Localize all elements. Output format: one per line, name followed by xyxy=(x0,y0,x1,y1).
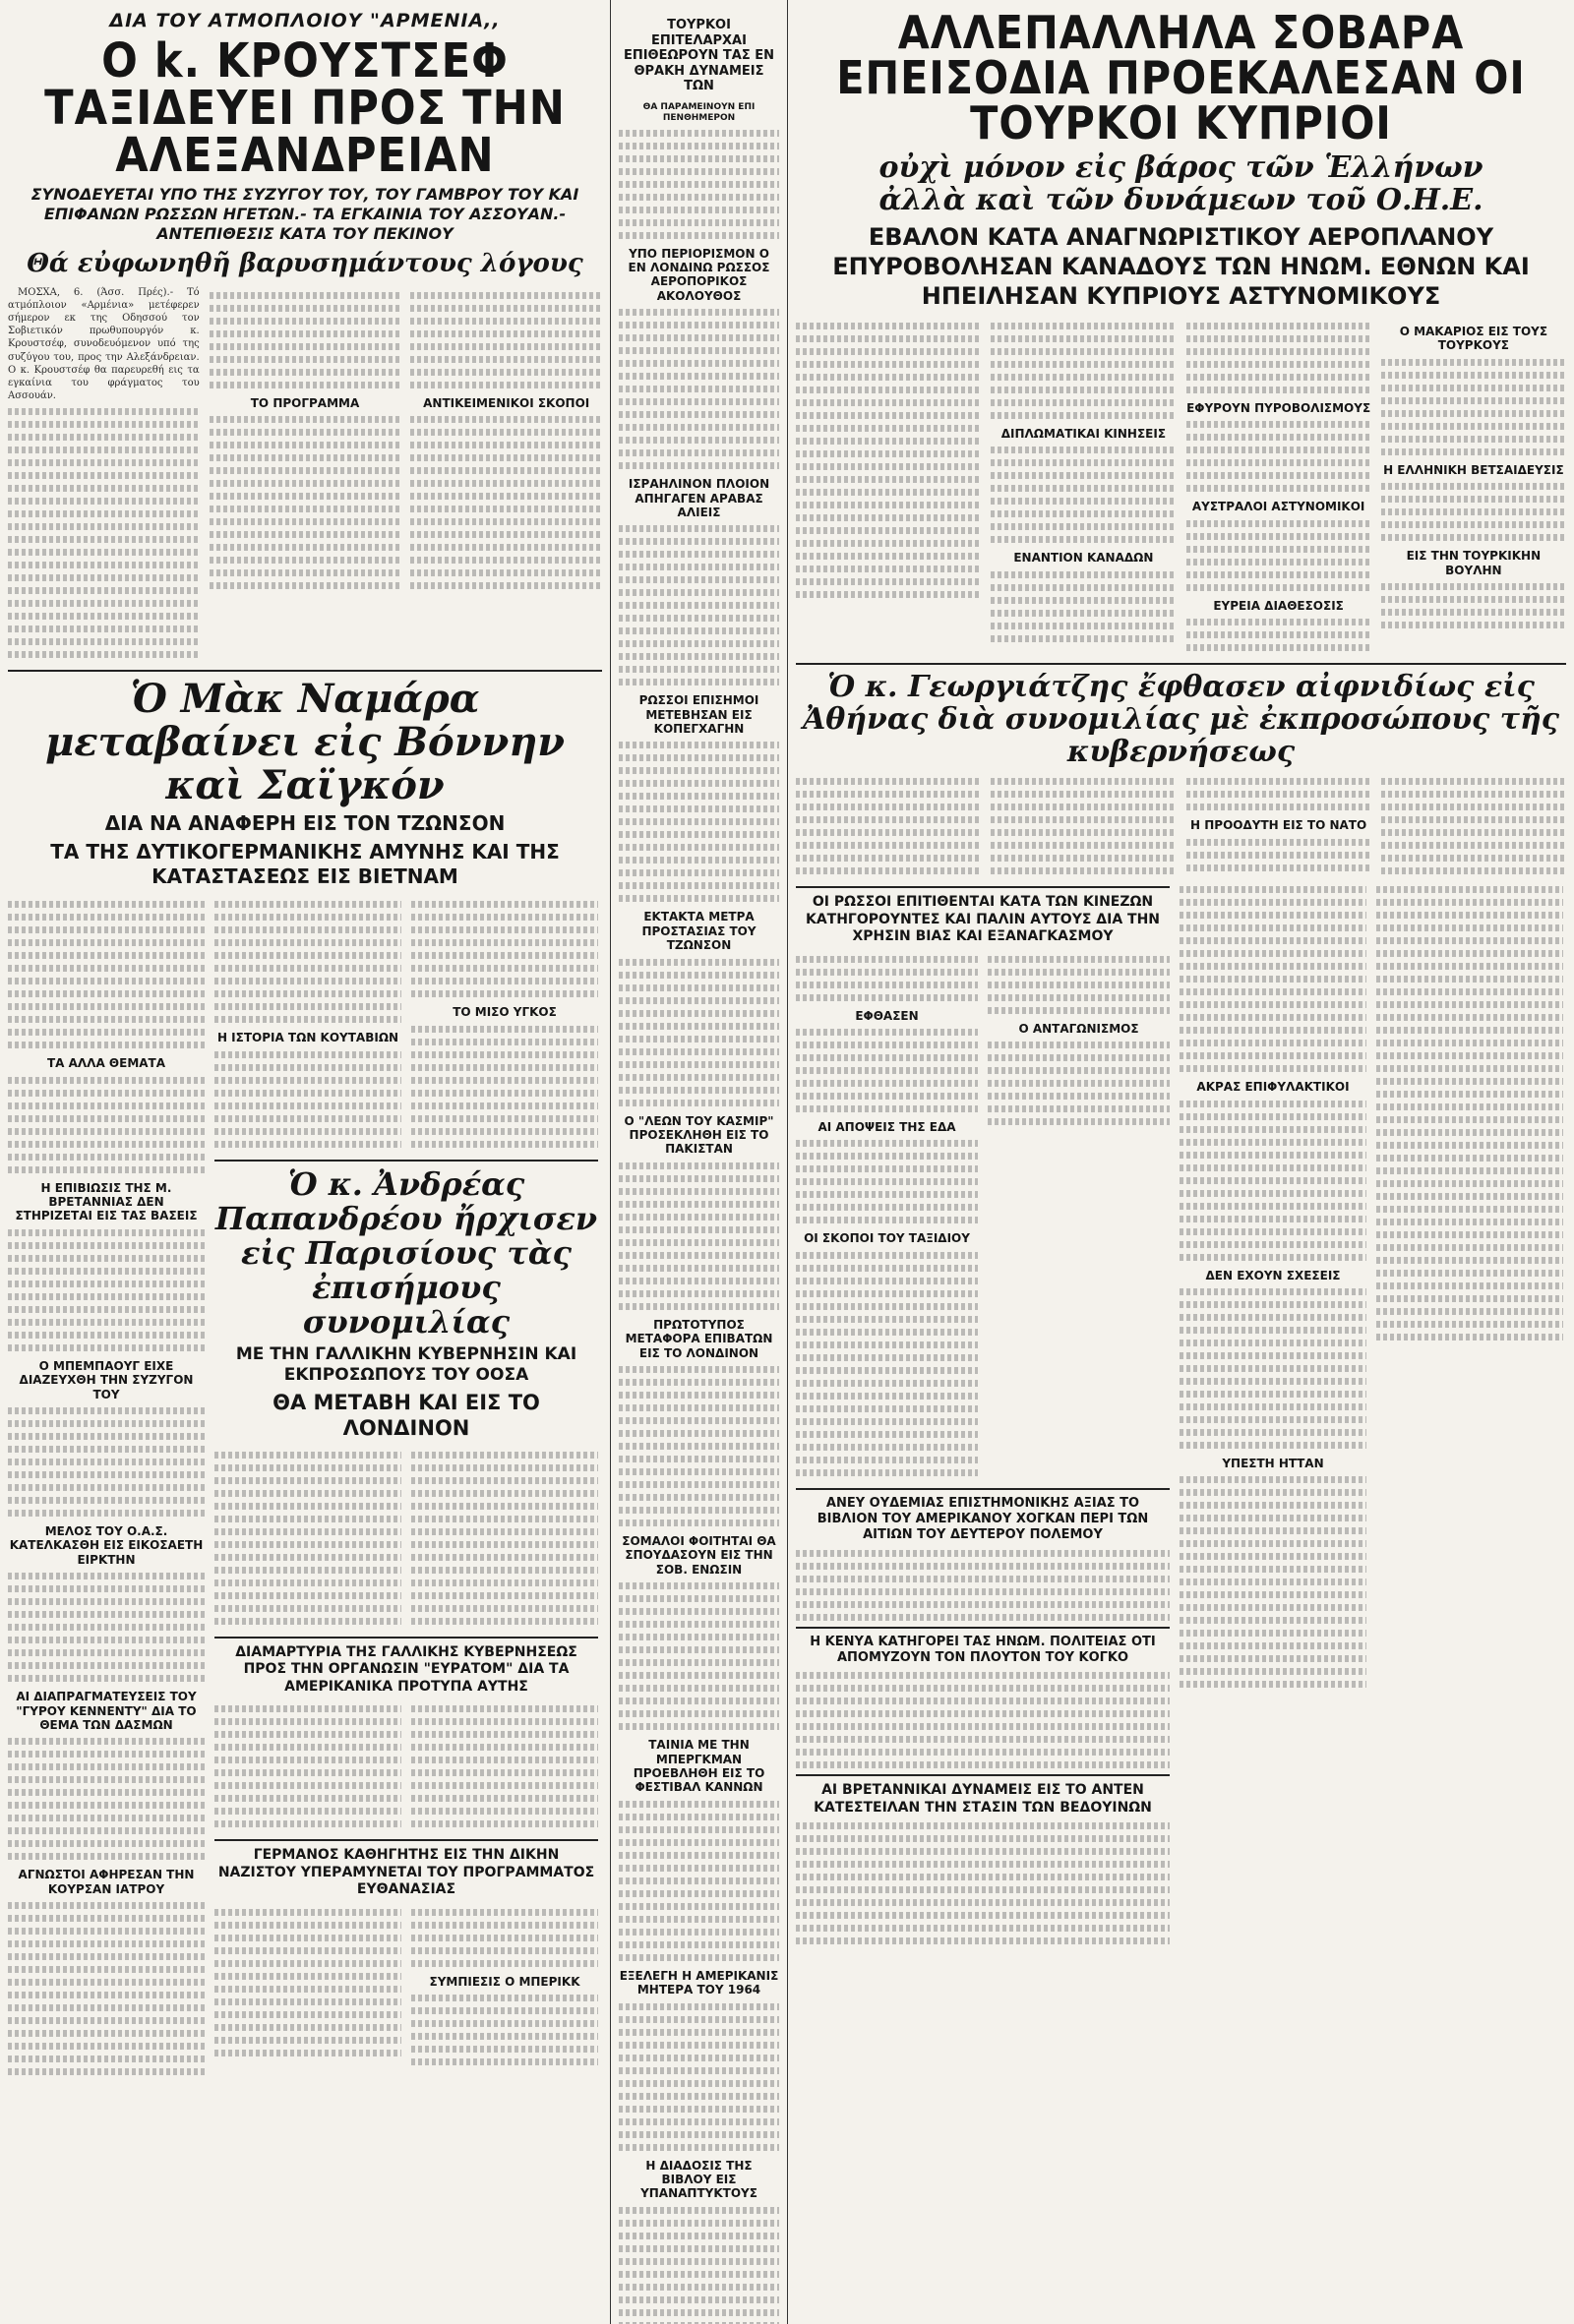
brief-headline: ΕΞΕΛΕΓΗ Η ΑΜΕΡΙΚΑΝΙΣ ΜΗΤΕΡΑ ΤΟΥ 1964 xyxy=(619,1968,779,1997)
text-block xyxy=(410,416,602,589)
text-block xyxy=(619,1582,779,1730)
subhead-mcnamara-1: ΔΙΑ ΝΑ ΑΝΑΦΕΡΗ ΕΙΣ ΤΟΝ ΤΖΩΝΣΟΝ xyxy=(104,811,506,836)
section-heading: ΤΑ ΑΛΛΑ ΘΕΜΑΤΑ xyxy=(46,1056,166,1071)
text-block xyxy=(214,901,401,1023)
brief-headline: Ο "ΛΕΩΝ ΤΟΥ ΚΑΣΜΙΡ" ΠΡΟΣΕΚΛΗΘΗ ΕΙΣ ΤΟ ΠΑΚΙΣΤΑΝ xyxy=(624,1113,774,1157)
text-block xyxy=(1186,421,1371,492)
brief-headline: Ο ΜΠΕΜΠΑΟΥΓ ΕΙΧΕ ΔΙΑΖΕΥΧΘΗ ΤΗΝ ΣΥΖΥΓΟΝ ΤΟΥ xyxy=(19,1358,194,1401)
kicker: ΔΙΑ ΤΟΥ ΑΤΜΟΠΛΟΙΟΥ "ΑΡΜΕΝΙΑ,, xyxy=(109,10,501,31)
article-text: ΜΟΣΧΑ, 6. (Άσσ. Πρές).- Τό ατμόπλοιον «Αρμένια» μετέφερεν σήμερον εκ της Οδησσού τον Σοβιετικόν πρωθυπουργόν κ. Κρουστσέφ, συνοδευόμενον υπό της συζύγου του, προς την Αλεξάνδρειαν. Ο κ. Κρουστσέφ θα παρευρεθή εις τα εγκαίνια του φράγματος του Ασσουάν. xyxy=(8,286,200,402)
section-heading: Η ΙΣΤΟΡΙΑ ΤΩΝ ΚΟΥΤΑΒΙΩΝ xyxy=(216,1031,399,1045)
left-section xyxy=(0,0,610,2324)
text-block xyxy=(1186,839,1371,871)
text-block xyxy=(411,1699,598,1833)
headline-kenya: Η ΚΕΝΥΑ ΚΑΤΗΓΟΡΕΙ ΤΑΣ ΗΝΩΜ. ΠΟΛΙΤΕΙΑΣ ΟΤΙ ΑΠΟΜΥΖΟΥΝ ΤΟΝ ΠΛΟΥΤΟΝ ΤΟΥ ΚΟΓΚΟ xyxy=(810,1634,1156,1665)
text-block xyxy=(988,1042,1170,1125)
section-heading: ΤΟ ΠΡΟΓΡΑΜΜΑ xyxy=(250,395,360,410)
text-block xyxy=(8,1902,205,2075)
brief-headline: ΑΙ ΔΙΑΠΡΑΓΜΑΤΕΥΣΕΙΣ ΤΟΥ "ΓΥΡΟΥ ΚΕΝΝΕΝΤΥ" ΔΙΑ ΤΟ ΘΕΜΑ ΤΩΝ ΔΑΣΜΩΝ xyxy=(16,1690,197,1732)
section-heading: ΟΙ ΣΚΟΠΟΙ ΤΟΥ ΤΑΞΙΔΙΟΥ xyxy=(804,1231,970,1246)
text-block xyxy=(1186,323,1371,393)
text-block xyxy=(1186,778,1371,810)
text-block xyxy=(411,1995,598,2065)
section-heading: ΔΙΠΛΩΜΑΤΙΚΑΙ ΚΙΝΗΣΕΙΣ xyxy=(1000,427,1167,441)
text-block xyxy=(8,901,205,1048)
brief-headline: ΥΠΟ ΠΕΡΙΟΡΙΣΜΟΝ Ο ΕΝ ΛΟΝΔΙΝΩ ΡΩΣΣΟΣ ΑΕΡΟΠΟΡΙΚΟΣ ΑΚΟΛΟΥΘΟΣ xyxy=(628,246,770,303)
text-block xyxy=(411,901,598,997)
divider xyxy=(8,670,602,672)
brief-headline: ΑΓΝΩΣΤΟΙ ΑΦΗΡΕΣΑΝ ΤΗΝ ΚΟΥΡΣΑΝ ΙΑΤΡΟΥ xyxy=(18,1868,195,1896)
divider xyxy=(796,663,1566,665)
right-section xyxy=(788,0,1574,2324)
text-block xyxy=(411,1026,598,1148)
subhead-papandreou-1: ΜΕ ΤΗΝ ΓΑΛΛΙΚΗΝ ΚΥΒΕΡΝΗΣΙΝ ΚΑΙ ΕΚΠΡΟΣΩΠΟΥΣ ΤΟΥ ΟΟΣΑ xyxy=(235,1343,577,1385)
text-block xyxy=(619,1162,779,1310)
text-block xyxy=(619,130,779,239)
text-block xyxy=(1381,583,1566,628)
text-block xyxy=(619,525,779,685)
headline-papandreou: Ὁ κ. Ἀνδρέας Παπανδρέου ἤρχισεν εἰς Παρισίους τὰς ἐπισήμους συνομιλίας xyxy=(214,1164,598,1341)
subhead-khrushchev: ΣΥΝΟΔΕΥΕΤΑΙ ΥΠΟ ΤΗΣ ΣΥΖΥΓΟΥ ΤΟΥ, ΤΟΥ ΓΑΜΒΡΟΥ ΤΟΥ ΚΑΙ ΕΠΙΦΑΝΩΝ ΡΩΣΣΩΝ ΗΓΕΤΩΝ.- ΤΑ ΕΓΚΑΙΝΙΑ ΤΟΥ ΑΣΣΟΥΑΝ.- ΑΝΤΕΠΙΘΕΣΙΣ ΚΑΤΑ ΤΟΥ ΠΕΚΙΝΟΥ xyxy=(30,185,579,243)
text-block xyxy=(1381,483,1566,541)
text-block xyxy=(991,447,1176,543)
text-block xyxy=(8,1738,205,1860)
brief-headline: ΜΕΛΟΣ ΤΟΥ Ο.Α.Σ. ΚΑΤΕΛΚΑΣΘΗ ΕΙΣ ΕΙΚΟΣΑΕΤΗ ΕΙΡΚΤΗΝ xyxy=(9,1524,204,1567)
text-block xyxy=(411,1909,598,1967)
text-block xyxy=(619,1801,779,1961)
middle-section xyxy=(611,0,787,2324)
divider xyxy=(214,1160,598,1162)
text-block xyxy=(1381,359,1566,455)
brief-headline: ΣΟΜΑΛΟΙ ΦΟΙΤΗΤΑΙ ΘΑ ΣΠΟΥΔΑΣΟΥΝ ΕΙΣ ΤΗΝ ΣΟΒ. ΕΝΩΣΙΝ xyxy=(622,1533,776,1577)
divider xyxy=(796,1627,1170,1629)
text-block xyxy=(1186,520,1371,591)
section-heading: ΕΙΣ ΤΗΝ ΤΟΥΡΚΙΚΗΝ ΒΟΥΛΗΝ xyxy=(1406,549,1542,577)
deck-cyprus-2: ἀλλὰ καὶ τῶν δυνάμεων τοῦ Ο.Η.Ε. xyxy=(878,183,1483,217)
divider xyxy=(796,886,1170,888)
text-block xyxy=(991,571,1176,642)
text-block xyxy=(991,323,1176,419)
text-block xyxy=(1180,886,1366,1072)
text-block xyxy=(8,1229,205,1351)
text-block xyxy=(796,1252,978,1476)
brief-subheadline: ΘΑ ΠΑΡΑΜΕΙΝΟΥΝ ΕΠΙ ΠΕΝΘΗΜΕΡΟΝ xyxy=(642,101,756,123)
text-block xyxy=(619,959,779,1106)
section-heading: Η ΠΡΟΟΔΥΤΗ ΕΙΣ ΤΟ ΝΑΤΟ xyxy=(1190,818,1367,833)
subhead-papandreou-2: ΘΑ ΜΕΤΑΒΗ ΚΑΙ ΕΙΣ ΤΟ ΛΟΝΔΙΝΟΝ xyxy=(272,1391,540,1441)
brief-headline: ΕΚΤΑΚΤΑ ΜΕΤΡΑ ΠΡΟΣΤΑΣΙΑΣ ΤΟΥ ΤΖΩΝΣΟΝ xyxy=(641,910,757,953)
section-heading: ΕΦΘΑΣΕΝ xyxy=(855,1008,919,1023)
text-block xyxy=(411,1446,598,1631)
page-headline-cyprus: ΑΛΛΕΠΑΛΛΗΛΑ ΣΟΒΑΡΑ ΕΠΕΙΣΟΔΙΑ ΠΡΟΕΚΑΛΕΣΑΝ ΟΙ ΤΟΥΡΚΟΙ ΚΥΠΡΙΟΙ xyxy=(836,6,1526,149)
headline-georgiatzis: Ὁ κ. Γεωργιάτζης ἔφθασεν αἰφνιδίως εἰς Ἀθήνας διὰ συνομιλίας μὲ ἐκπροσώπους τῆς κυβερνήσεως xyxy=(802,670,1560,770)
text-block xyxy=(988,956,1170,1014)
text-block xyxy=(796,1029,978,1112)
text-block xyxy=(1180,1288,1366,1449)
text-block xyxy=(619,1366,779,1526)
section-heading: Ο ΜΑΚΑΡΙΟΣ ΕΙΣ ΤΟΥΣ ΤΟΥΡΚΟΥΣ xyxy=(1399,325,1548,353)
brief-headline: ΤΑΙΝΙΑ ΜΕ ΤΗΝ ΜΠΕΡΓΚΜΑΝ ΠΡΟΕΒΛΗΘΗ ΕΙΣ ΤΟ ΦΕΣΤΙΒΑΛ ΚΑΝΝΩΝ xyxy=(633,1738,765,1795)
section-heading: Η ΕΛΛΗΝΙΚΗ ΒΕΤΣΑΙΔΕΥΣΙΣ xyxy=(1383,462,1564,477)
text-block xyxy=(796,772,981,880)
text-block xyxy=(8,408,200,658)
text-block xyxy=(214,1051,401,1148)
section-heading: ΣΥΜΠΙΕΣΙΣ Ο ΜΠΕΡΙΚΚ xyxy=(429,1974,580,1989)
text-block xyxy=(1180,1476,1366,1688)
page-headline-khrushchev: Ο k. ΚΡΟΥΣΤΣΕΦ ΤΑΞΙΔΕΥΕΙ ΠΡΟΣ ΤΗΝ ΑΛΕΞΑΝΔΡΕΙΑΝ xyxy=(44,33,566,183)
text-block xyxy=(8,1407,205,1517)
section-heading: ΕΦΥΡΟΥΝ ΠΥΡΟΒΟΛΙΣΜΟΥΣ xyxy=(1186,401,1371,415)
headline-nazi-trial: ΓΕΡΜΑΝΟΣ ΚΑΘΗΓΗΤΗΣ ΕΙΣ ΤΗΝ ΔΙΚΗΝ ΝΑΖΙΣΤΟΥ ΥΠΕΡΑΜΥΝΕΤΑΙ ΤΟΥ ΠΡΟΓΡΑΜΜΑΤΟΣ ΕΥΘΑΝΑΣΙΑΣ xyxy=(217,1847,595,1898)
text-block xyxy=(619,2003,779,2151)
brief-headline: ΙΣΡΑΗΛΙΝΟΝ ΠΛΟΙΟΝ ΑΠΗΓΑΓΕΝ ΑΡΑΒΑΣ ΑΛΙΕΙΣ xyxy=(628,477,770,519)
text-block xyxy=(796,1822,1170,1944)
text-block xyxy=(214,1699,401,1833)
section-heading: ΕΝΑΝΤΙΟΝ ΚΑΝΑΔΩΝ xyxy=(1013,551,1154,566)
divider xyxy=(214,1839,598,1841)
text-block xyxy=(619,742,779,902)
divider xyxy=(214,1637,598,1639)
text-block xyxy=(796,956,978,1001)
text-block xyxy=(1376,880,1563,1950)
text-block xyxy=(796,1550,1170,1621)
section-heading: ΔΕΝ ΕΧΟΥΝ ΣΧΕΣΕΙΣ xyxy=(1205,1268,1341,1282)
section-heading: Ο ΑΝΤΑΓΩΝΙΣΜΟΣ xyxy=(1018,1021,1139,1036)
text-block xyxy=(796,1672,1170,1768)
brief-headline: Η ΕΠΙΒΙΩΣΙΣ ΤΗΣ Μ. ΒΡΕΤΑΝΝΙΑΣ ΔΕΝ ΣΤΗΡΙΖΕΤΑΙ ΕΙΣ ΤΑΣ ΒΑΣΕΙΣ xyxy=(15,1180,198,1223)
text-block xyxy=(8,1077,205,1173)
headline-mcnamara: Ὁ Μὰκ Ναμάρα μεταβαίνει εἰς Βόννην καὶ Σαϊγκόν xyxy=(44,676,566,809)
text-block xyxy=(796,323,981,598)
brief-headline: Η ΔΙΑΔΟΣΙΣ ΤΗΣ ΒΙΒΛΟΥ ΕΙΣ ΥΠΑΝΑΠΤΥΚΤΟΥΣ xyxy=(640,2158,757,2201)
headline-aden: ΑΙ ΒΡΕΤΑΝΝΙΚΑΙ ΔΥΝΑΜΕΙΣ ΕΙΣ ΤΟ ΑΝΤΕΝ ΚΑΤΕΣΤΕΙΛΑΝ ΤΗΝ ΣΤΑΣΙΝ ΤΩΝ ΒΕΔΟΥΙΝΩΝ xyxy=(814,1782,1152,1816)
text-block xyxy=(619,309,779,469)
headline-euratom: ΔΙΑΜΑΡΤΥΡΙΑ ΤΗΣ ΓΑΛΛΙΚΗΣ ΚΥΒΕΡΝΗΣΕΩΣ ΠΡΟΣ ΤΗΝ ΟΡΓΑΝΩΣΙΝ "ΕΥΡΑΤΟΜ" ΔΙΑ ΤΑ ΑΜΕΡΙΚΑΝΙΚΑ ΠΡΟΤΥΠΑ ΑΥΤΗΣ xyxy=(235,1643,577,1695)
text-block xyxy=(1381,772,1566,880)
brief-headline: ΤΟΥΡΚΟΙ ΕΠΙΤΕΛΑΡΧΑΙ ΕΠΙΘΕΩΡΟΥΝ ΤΑΣ ΕΝ ΘΡΑΚΗ ΔΥΝΑΜΕΙΣ ΤΩΝ xyxy=(623,18,775,94)
section-heading: ΑΚΡΑΣ ΕΠΙΦΥΛΑΚΤΙΚΟΙ xyxy=(1196,1080,1350,1095)
text-block xyxy=(796,1140,978,1223)
text-block xyxy=(214,1446,401,1631)
subhead-mcnamara-2: ΤΑ ΤΗΣ ΔΥΤΙΚΟΓΕΡΜΑΝΙΚΗΣ ΑΜΥΝΗΣ ΚΑΙ ΤΗΣ ΚΑΤΑΣΤΑΣΕΩΣ ΕΙΣ ΒΙΕΤΝΑΜ xyxy=(50,840,560,889)
divider xyxy=(796,1774,1170,1776)
text-block xyxy=(1186,619,1371,651)
section-heading: ΤΟ ΜΙΣΟ ΥΓΚΟΣ xyxy=(453,1005,557,1020)
text-block xyxy=(8,1573,205,1682)
divider xyxy=(796,1488,1170,1490)
brief-headline: ΡΩΣΣΟΙ ΕΠΙΣΗΜΟΙ ΜΕΤΕΒΗΣΑΝ ΕΙΣ ΚΟΠΕΓΧΑΓΗΝ xyxy=(638,693,759,737)
deck-khrushchev: Θά εὐφωνηθῆ βαρυσημάντους λόγους xyxy=(27,249,583,278)
section-heading: ΑΝΤΙΚΕΙΜΕΝΙΚΟΙ ΣΚΟΠΟΙ xyxy=(423,395,590,410)
headline-china: ΟΙ ΡΩΣΣΟΙ ΕΠΙΤΙΘΕΝΤΑΙ ΚΑΤΑ ΤΩΝ ΚΙΝΕΖΩΝ ΚΑΤΗΓΟΡΟΥΝΤΕΣ ΚΑΙ ΠΑΛΙΝ ΑΥΤΟΥΣ ΔΙΑ ΤΗΝ ΧΡΗΣΙΝ ΒΙΑΣ ΚΑΙ ΕΞΑΝΑΓΚΑΣΜΟΥ xyxy=(805,894,1161,945)
text-block xyxy=(991,772,1176,880)
text-block xyxy=(619,2207,779,2324)
section-heading: ΑΙ ΑΠΟΨΕΙΣ ΤΗΣ ΕΔΑ xyxy=(817,1120,956,1135)
section-heading: ΥΠΕΣΤΗ ΗΤΤΑΝ xyxy=(1222,1456,1324,1470)
brief-headline: ΠΡΩΤΟΤΥΠΟΣ ΜΕΤΑΦΟΡΑ ΕΠΙΒΑΤΩΝ ΕΙΣ ΤΟ ΛΟΝΔΙΝΟΝ xyxy=(625,1317,773,1360)
text-block xyxy=(410,292,602,388)
text-block xyxy=(210,416,401,589)
section-heading: ΕΥΡΕΙΑ ΔΙΑΘΕΣΟΣΙΣ xyxy=(1213,598,1344,613)
section-heading: ΑΥΣΤΡΑΛΟΙ ΑΣΤΥΝΟΜΙΚΟΙ xyxy=(1191,500,1365,514)
text-block xyxy=(210,292,401,388)
text-block xyxy=(214,1903,401,2071)
headline-hoggan: ΑΝΕΥ ΟΥΔΕΜΙΑΣ ΕΠΙΣΤΗΜΟΝΙΚΗΣ ΑΞΙΑΣ ΤΟ ΒΙΒΛΙΟΝ ΤΟΥ ΑΜΕΡΙΚΑΝΟΥ ΧΟΓΚΑΝ ΠΕΡΙ ΤΩΝ ΑΙΤΙΩΝ ΤΟΥ ΔΕΥΤΕΡΟΥ ΠΟΛΕΜΟΥ xyxy=(817,1495,1149,1543)
subhead-cyprus: ΕΒΑΛΟΝ ΚΑΤΑ ΑΝΑΓΝΩΡΙΣΤΙΚΟΥ ΑΕΡΟΠΛΑΝΟΥ ΕΠΥΡΟΒΟΛΗΣΑΝ ΚΑΝΑΔΟΥΣ ΤΩΝ ΗΝΩΜ. ΕΘΝΩΝ ΚΑΙ ΗΠΕΙΛΗΣΑΝ ΚΥΠΡΙΟΥΣ ΑΣΤΥΝΟΜΙΚΟΥΣ xyxy=(832,223,1530,310)
text-block xyxy=(1180,1101,1366,1261)
deck-cyprus-1: οὐχὶ μόνον εἰς βάρος τῶν Ἑλλήνων xyxy=(878,150,1483,185)
